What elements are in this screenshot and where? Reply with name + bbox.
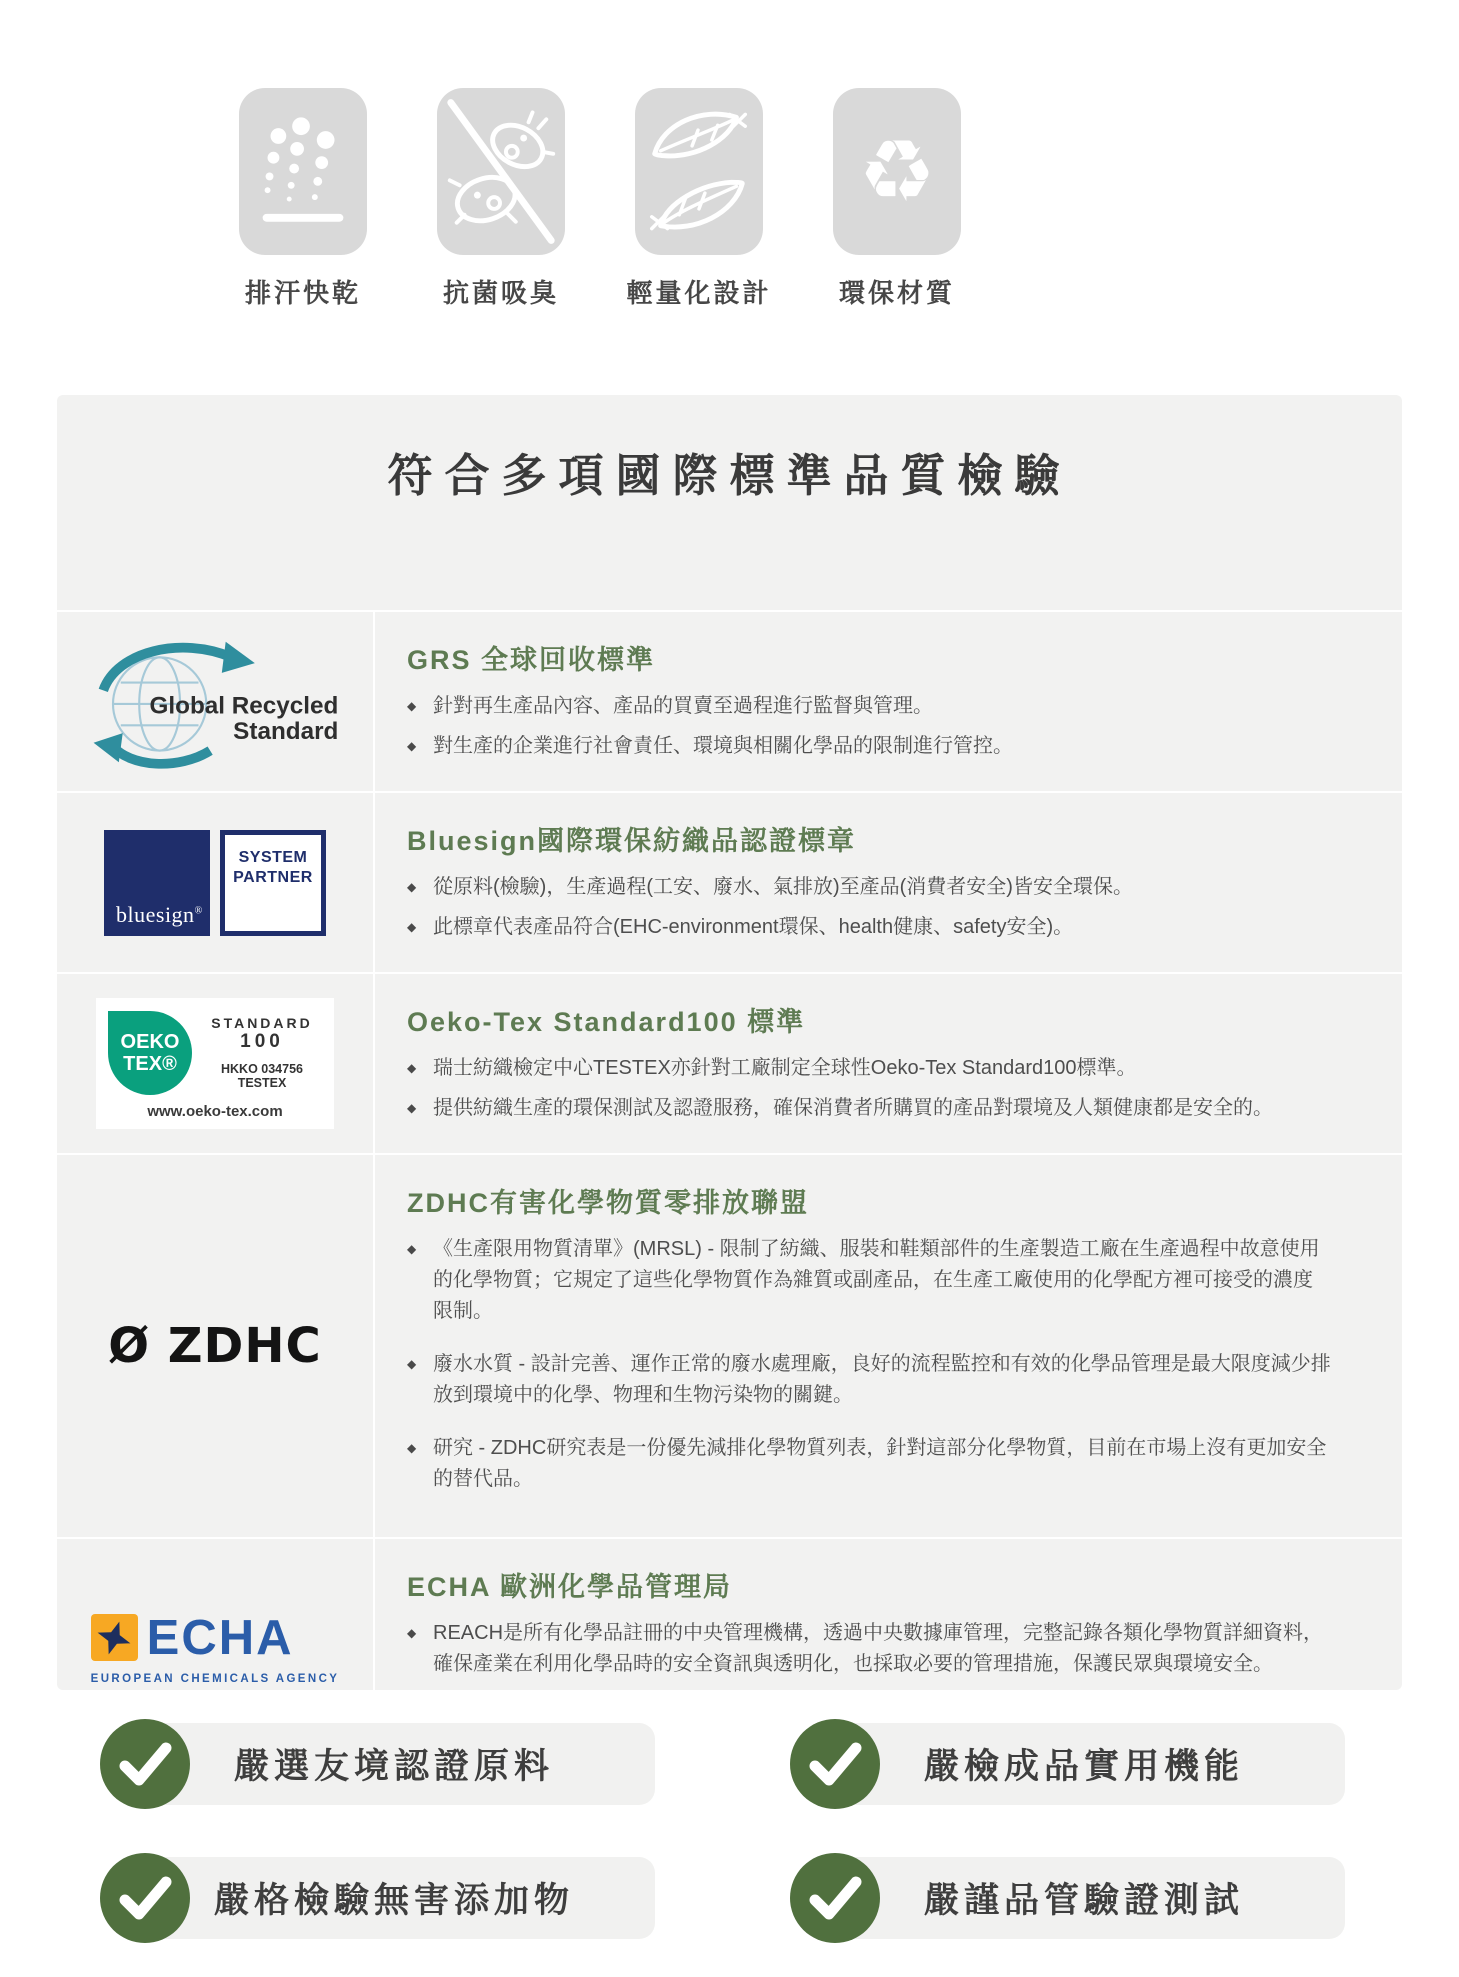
bullet-text: 對生產的企業進行社會責任、環境與相關化學品的限制進行管控。 — [433, 735, 1013, 757]
row-bluesign — [57, 791, 1402, 972]
global-recycled-standard-logo — [81, 634, 349, 770]
echa-star-icon — [94, 1618, 134, 1658]
bullet-text: 提供紡織生產的環保測試及認證服務，確保消費者所購買的產品對環境及人類健康都是安全的。 — [433, 1097, 1273, 1119]
feather-icon — [635, 88, 763, 255]
echa-logo — [57, 1539, 375, 1690]
bullet-text: 針對再生產品內容、產品的買賣至過程進行監督與管理。 — [433, 695, 933, 717]
feature-label: 環保材質 — [838, 278, 955, 308]
badge-pill: 嚴格檢驗無害添加物 — [133, 1857, 655, 1939]
diamond-bullet-icon: ◆ — [407, 699, 417, 713]
list-item — [407, 912, 1332, 943]
oekotex-mark-text: OEKO — [120, 1031, 180, 1053]
oekotex-content — [375, 974, 1402, 1153]
feature-antibacterial — [416, 88, 586, 310]
system-partner-text: SYSTEM — [238, 848, 308, 866]
oekotex-cert-number: HKKO 034756 — [221, 1062, 303, 1076]
bullet-text: 從原料(檢驗)，生產過程(工安、廢水、氣排放)至產品(消費者安全)皆安全環保。 — [433, 876, 1133, 898]
diamond-bullet-icon: ◆ — [407, 1242, 417, 1256]
checkmark-icon — [100, 1719, 190, 1809]
badge-quality-verified — [790, 1853, 1345, 1943]
feature-tile — [239, 88, 367, 255]
feature-label: 抗菌吸臭 — [442, 278, 559, 308]
bullet-text: 研究 - ZDHC研究表是一份優先減排化學物質列表，針對這部分化學物質，目前在市場上沒有更加安全的替代品。 — [433, 1437, 1327, 1490]
certification-panel — [57, 395, 1402, 1690]
badge-function-tested — [790, 1719, 1345, 1809]
feature-strip — [218, 88, 982, 310]
list-item — [407, 1433, 1332, 1495]
grs-logo-line2: Standard — [233, 717, 339, 745]
oekotex-droplet — [108, 1011, 192, 1095]
badge-certified-materials — [100, 1719, 655, 1809]
echa-heading: ECHA 歐洲化學品管理局 — [407, 1572, 733, 1602]
feature-label: 輕量化設計 — [626, 278, 772, 308]
badge-no-harmful-additives — [100, 1853, 655, 1943]
zdhc-heading: ZDHC有害化學物質零排放聯盟 — [407, 1188, 809, 1218]
registered-mark: ® — [194, 905, 203, 917]
feature-tile — [437, 88, 565, 255]
system-partner-text: PARTNER — [233, 869, 313, 887]
bullet-text: 《生產限用物質清單》(MRSL) - 限制了紡織、服裝和鞋類部件的生產製造工廠在生產過程中故意使用的化學物質；它規定了這些化學物質作為雜質或副產品，在生產工廠使用的化學配方裡可接受的濃度限制。 — [433, 1238, 1320, 1322]
bullet-text: 瑞士紡織檢定中心TESTEX亦針對工廠制定全球性Oeko-Tex Standard100標準。 — [433, 1057, 1137, 1079]
grs-content — [375, 612, 1402, 791]
badge-pill: 嚴檢成品實用機能 — [823, 1723, 1345, 1805]
list-item — [407, 872, 1332, 903]
diamond-bullet-icon: ◆ — [407, 1441, 417, 1455]
zdhc-logo — [57, 1155, 375, 1537]
sweat-droplets-icon — [239, 88, 367, 255]
oekotex-heading: Oeko-Tex Standard100 標準 — [407, 1007, 806, 1037]
checkmark-icon — [790, 1719, 880, 1809]
echa-subtitle: EUROPEAN CHEMICALS AGENCY — [90, 1672, 340, 1685]
zdhc-content — [375, 1155, 1402, 1537]
list-item — [407, 1349, 1332, 1411]
checkmark-icon — [100, 1853, 190, 1943]
diamond-bullet-icon: ◆ — [407, 1357, 417, 1371]
bluesign-wordmark: bluesign — [116, 901, 195, 927]
row-echa — [57, 1537, 1402, 1690]
list-item — [407, 1093, 1332, 1124]
feature-eco — [812, 88, 982, 310]
row-oekotex — [57, 972, 1402, 1153]
zdhc-wordmark: Ø ZDHC — [108, 1318, 322, 1374]
bullet-text: 廢水水質 - 設計完善、運作正常的廢水處理廠，良好的流程監控和有效的化學品管理是最大限度減少排放到環境中的化學、物理和生物污染物的關鍵。 — [433, 1353, 1331, 1406]
feature-lightweight — [614, 88, 784, 310]
feature-moisture — [218, 88, 388, 310]
diamond-bullet-icon: ◆ — [407, 739, 417, 753]
list-item — [407, 1618, 1332, 1680]
oekotex-card — [96, 998, 334, 1129]
oekotex-standard-text: STANDARD — [211, 1015, 313, 1031]
bluesign-partner-square — [220, 830, 326, 936]
certification-rows — [57, 610, 1402, 1690]
feature-label: 排汗快乾 — [244, 278, 361, 308]
bullet-text: 此標章代表產品符合(EHC-environment環保、health健康、safety安全)。 — [433, 916, 1074, 938]
oekotex-number-text: 100 — [240, 1031, 284, 1052]
oekotex-logo — [57, 974, 375, 1153]
echa-star-square — [91, 1614, 138, 1661]
grs-logo-line1: Global Recycled — [149, 692, 339, 720]
row-grs — [57, 610, 1402, 791]
no-bacteria-icon — [437, 88, 565, 255]
diamond-bullet-icon: ◆ — [407, 1061, 417, 1075]
oekotex-lab-name: TESTEX — [237, 1076, 287, 1090]
bluesign-brand-square — [104, 830, 210, 936]
echa-wordmark: ECHA — [146, 1610, 294, 1665]
list-item — [407, 1234, 1332, 1327]
feature-tile — [635, 88, 763, 255]
list-item — [407, 1053, 1332, 1084]
list-item — [407, 731, 1332, 762]
grs-logo — [57, 612, 375, 791]
diamond-bullet-icon: ◆ — [407, 1626, 417, 1640]
checkmark-icon — [790, 1853, 880, 1943]
diamond-bullet-icon: ◆ — [407, 920, 417, 934]
bluesign-heading: Bluesign國際環保紡織品認證標章 — [407, 826, 857, 856]
bluesign-content — [375, 793, 1402, 972]
grs-heading: GRS 全球回收標準 — [407, 645, 656, 675]
list-item — [407, 691, 1332, 722]
recycle-icon: ♻ — [858, 121, 936, 222]
row-zdhc — [57, 1153, 1402, 1537]
feature-tile — [833, 88, 961, 255]
echa-content — [375, 1539, 1402, 1690]
badge-pill: 嚴選友境認證原料 — [133, 1723, 655, 1805]
bullet-text: REACH是所有化學品註冊的中央管理機構，透過中央數據庫管理，完整記錄各類化學物質詳細資料，確保產業在利用化學品時的安全資訊與透明化，也採取必要的管理措施，保護民眾與環境安全。 — [433, 1622, 1324, 1675]
oekotex-url: www.oeko-tex.com — [147, 1103, 283, 1120]
badge-pill: 嚴謹品管驗證測試 — [823, 1857, 1345, 1939]
panel-title: 符合多項國際標準品質檢驗 — [387, 450, 1072, 501]
oekotex-mark-text: TEX® — [123, 1053, 177, 1075]
diamond-bullet-icon: ◆ — [407, 1101, 417, 1115]
bluesign-logo — [57, 793, 375, 972]
diamond-bullet-icon: ◆ — [407, 880, 417, 894]
